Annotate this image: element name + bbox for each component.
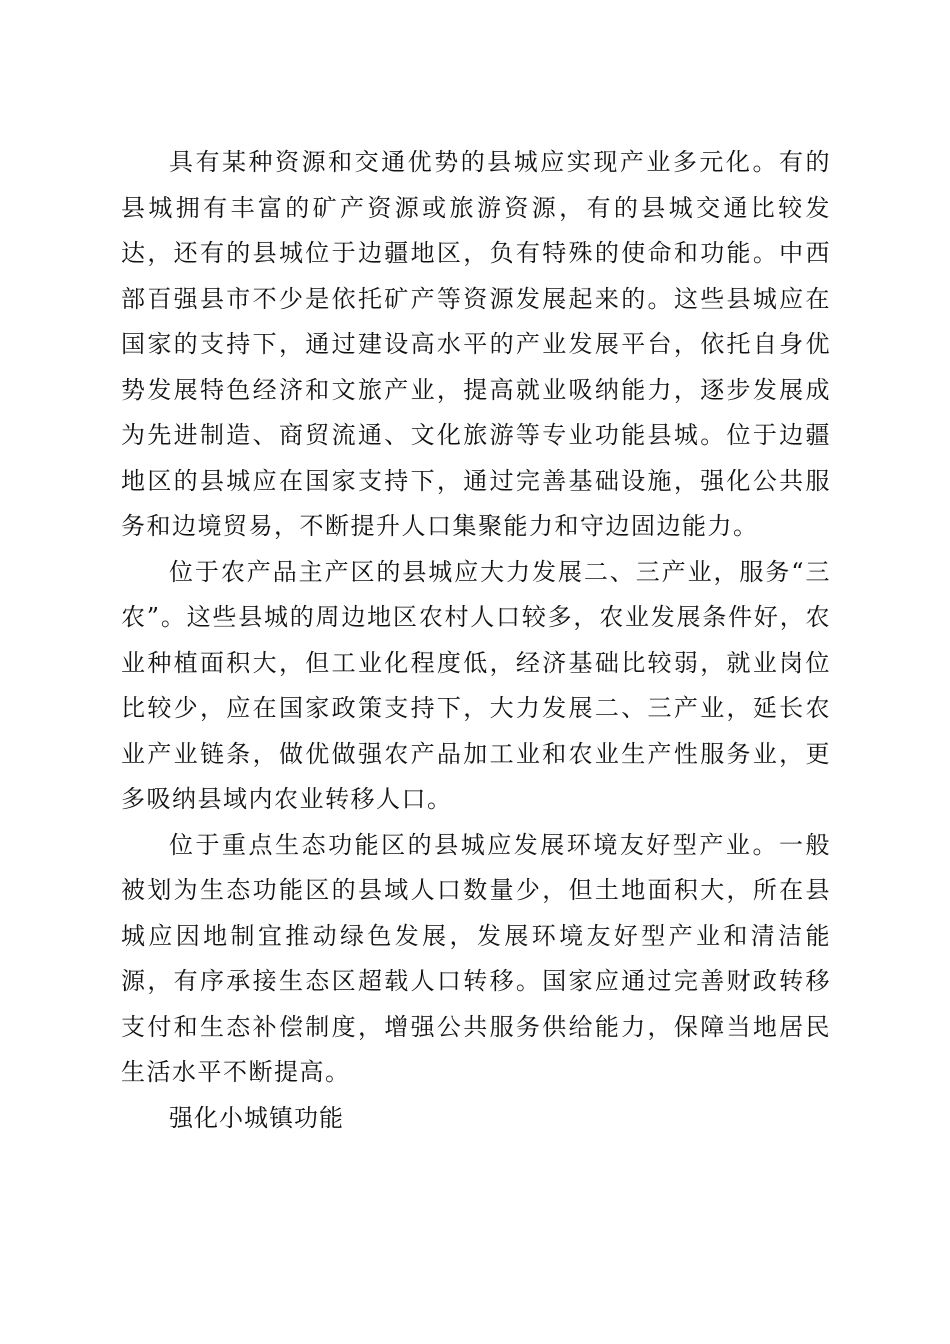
paragraph-3: 位于重点生态功能区的县城应发展环境友好型产业。一般被划为生态功能区的县域人口数量少，但土地面积大，所在县城应因地制宜推动绿色发展，发展环境友好型产业和清洁能源，有序承接生态区超载人口转移。国家应通过完善财政转移支付和生态补偿制度，增强公共服务供给能力，保障当地居民生活水平不断提高。 xyxy=(121,830,831,1086)
document-body xyxy=(121,140,831,1141)
paragraph-1: 具有某种资源和交通优势的县城应实现产业多元化。有的县城拥有丰富的矿产资源或旅游资源，有的县城交通比较发达，还有的县城位于边疆地区，负有特殊的使命和功能。中西部百强县市不少是依托矿产等资源发展起来的。这些县城应在国家的支持下，通过建设高水平的产业发展平台，依托自身优势发展特色经济和文旅产业，提高就业吸纳能力，逐步发展成为先进制造、商贸流通、文化旅游等专业功能县城。位于边疆地区的县城应在国家支持下，通过完善基础设施，强化公共服务和边境贸易，不断提升人口集聚能力和守边固边能力。 xyxy=(121,148,831,540)
paragraph-2: 位于农产品主产区的县城应大力发展二、三产业，服务“三农”。这些县城的周边地区农村人口较多，农业发展条件好，农业种植面积大，但工业化程度低，经济基础比较弱，就业岗位比较少，应在国家政策支持下，大力发展二、三产业，延长农业产业链条，做优做强农产品加工业和农业生产性服务业，更多吸纳县域内农业转移人口。 xyxy=(121,557,831,813)
section-heading: 强化小城镇功能 xyxy=(169,1103,344,1132)
